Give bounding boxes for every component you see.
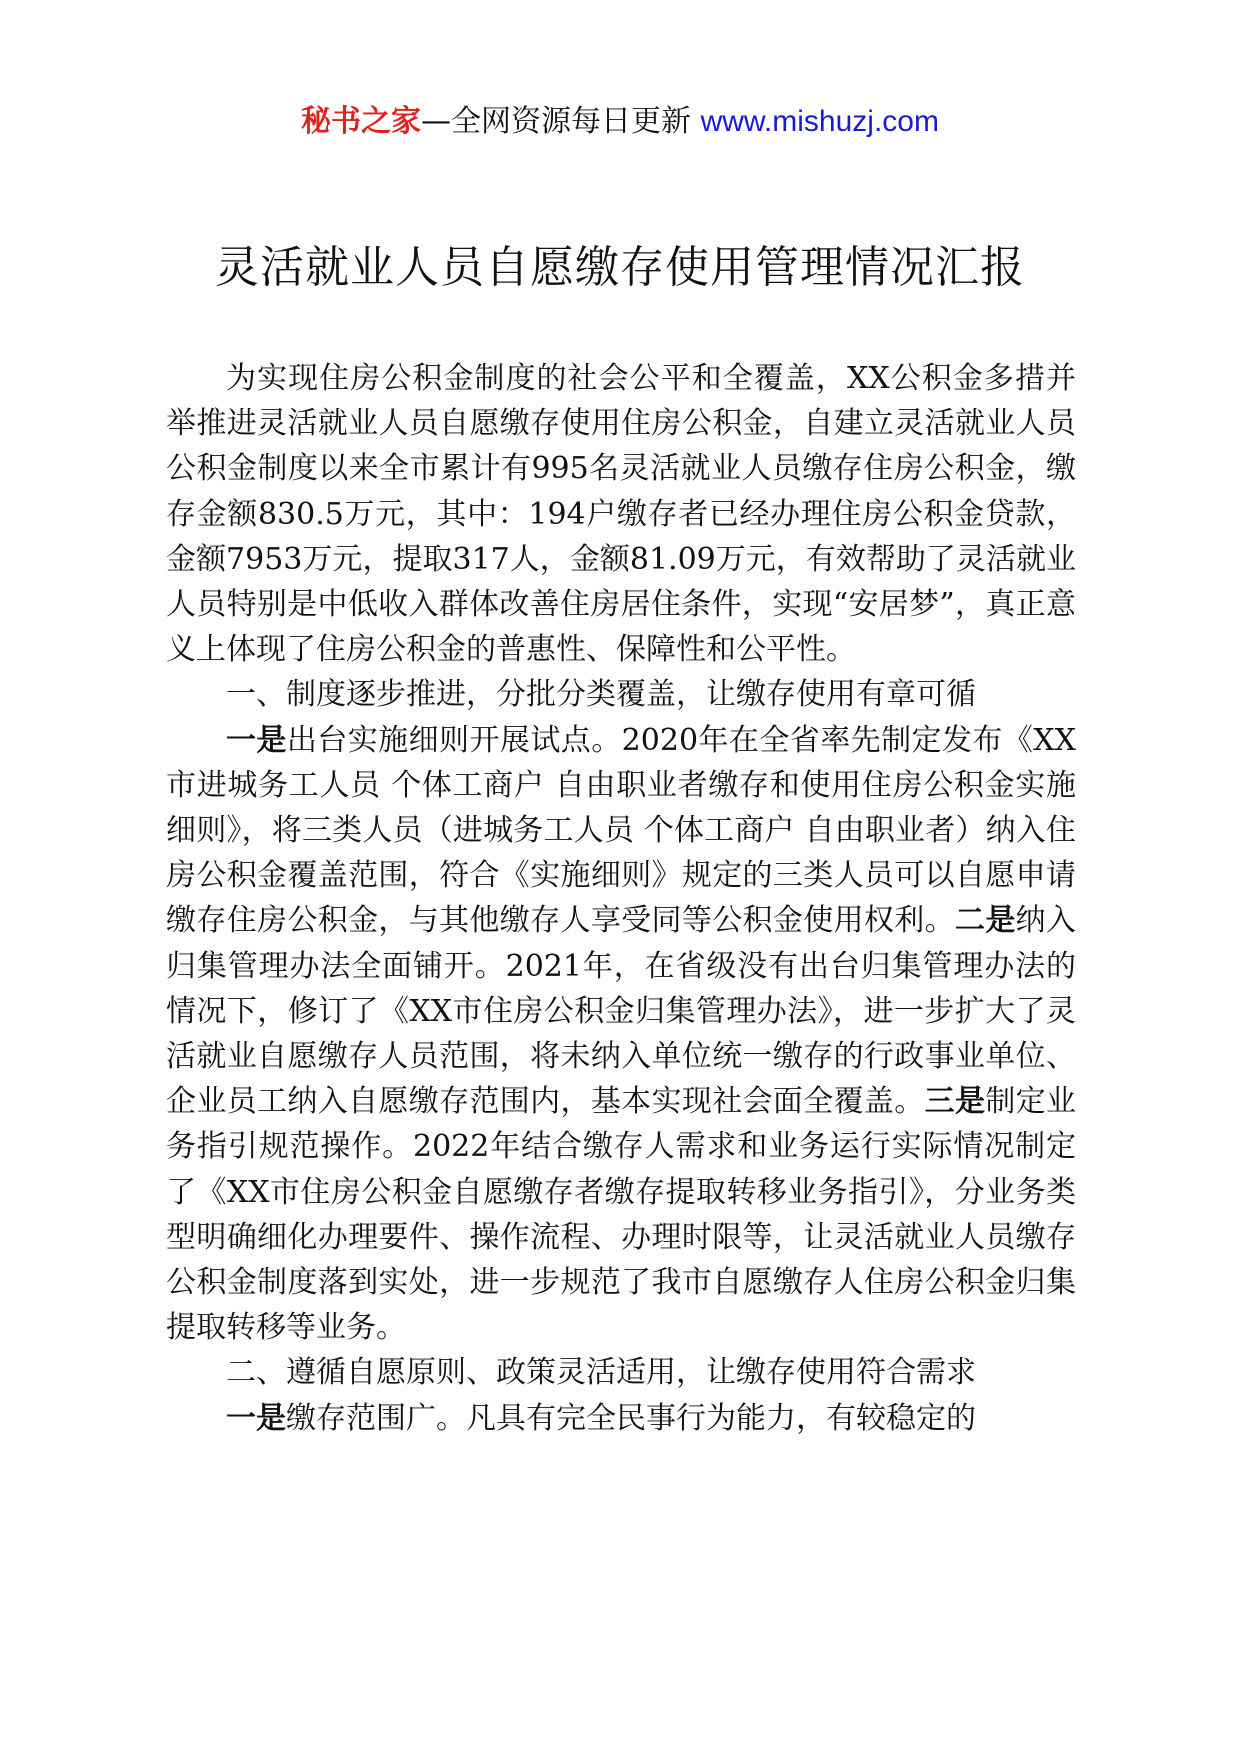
section-1-point-3-text: 制定业务指引规范操作。2022年结合缴存人需求和业务运行实际情况制定了《XX市住房公积金自愿缴存者缴存提取转移业务指引》，分业务类型明确细化办理要件、操作流程、办理时限等，让灵活就业人员缴存公积金制度落到实处，进一步规范了我市自愿缴存人住房公积金归集提取转移等业务。 [166, 1084, 1077, 1346]
site-tagline: —全网资源每日更新 [421, 104, 692, 139]
document-title: 灵活就业人员自愿缴存使用管理情况汇报 [215, 242, 1025, 293]
site-banner [0, 100, 1240, 144]
section-1-point-2-lead: 二是 [954, 903, 1016, 939]
section-2-point-1-text: 缴存范围广。凡具有完全民事行为能力，有较稳定的 [286, 1400, 976, 1436]
document-body [166, 356, 1076, 1441]
section-1-point-1-text: 出台实施细则开展试点。2020年在全省率先制定发布《XX市进城务工人员 个体工商户 自由职业者缴存和使用住房公积金实施细则》，将三类人员（进城务工人员 个体工商户 自由职业者）纳入住房公积金覆盖范围，符合《实施细则》规定的三类人员可以自愿申请缴存住房公积金，与其他缴存人享受同等公积金使用权利。 [166, 722, 1076, 939]
site-url-link[interactable]: www.mishuzj.com [700, 105, 939, 138]
site-brand: 秘书之家 [301, 104, 422, 139]
section-2-point-1-lead: 一是 [226, 1400, 286, 1436]
intro-paragraph: 为实现住房公积金制度的社会公平和全覆盖，XX公积金多措并举推进灵活就业人员自愿缴存使用住房公积金，自建立灵活就业人员公积金制度以来全市累计有995名灵活就业人员缴存住房公积金，缴存金额830.5万元，其中：194户缴存者已经办理住房公积金贷款，金额7953万元，提取317人，金额81.09万元，有效帮助了灵活就业人员特别是中低收入群体改善住房居住条件，实现“安居梦”，真正意义上体现了住房公积金的普惠性、保障性和公平性。 [166, 361, 1076, 668]
section-1-point-2-text: 纳入归集管理办法全面铺开。2021年，在省级没有出台归集管理办法的情况下，修订了《XX市住房公积金归集管理办法》，进一步扩大了灵活就业自愿缴存人员范围，将未纳入单位统一缴存的行政事业单位、企业员工纳入自愿缴存范围内，基本实现社会面全覆盖。 [166, 903, 1077, 1120]
section-2-heading: 二、遵循自愿原则、政策灵活适用，让缴存使用符合需求 [226, 1355, 976, 1391]
section-1-content [166, 718, 1076, 1351]
section-1-point-3-lead: 三是 [924, 1084, 986, 1120]
section-2-content [166, 1396, 1076, 1441]
section-1-heading: 一、制度逐步推进，分批分类覆盖，让缴存使用有章可循 [226, 677, 976, 713]
section-1-point-1-lead: 一是 [226, 722, 287, 758]
